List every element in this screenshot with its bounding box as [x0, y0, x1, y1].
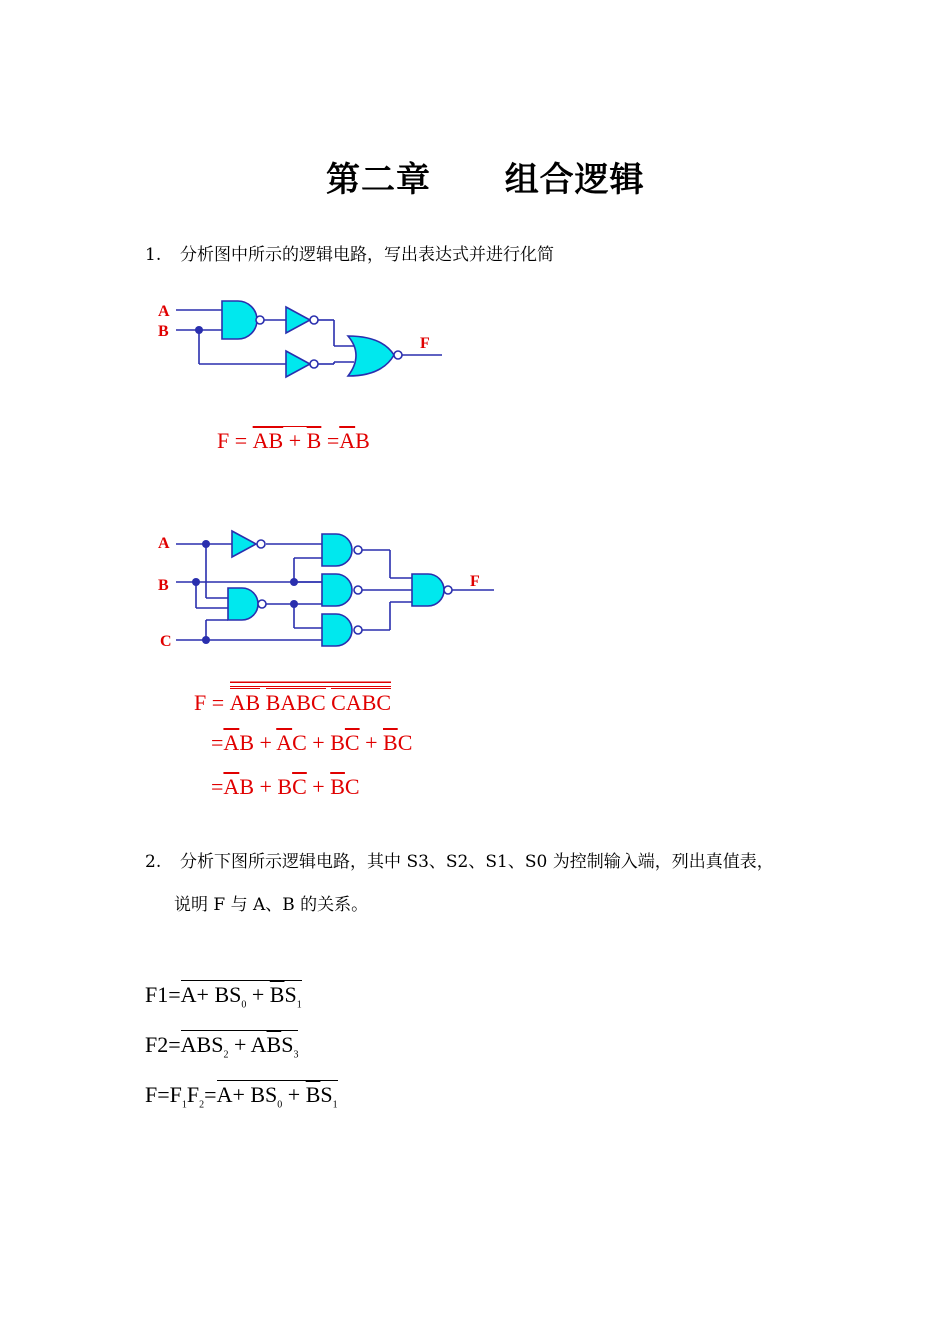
not-gate-upper: [286, 307, 318, 333]
f-sub: 1: [181, 1099, 187, 1111]
eq2-term: B: [330, 730, 345, 755]
f-term: A+ BS: [216, 1082, 278, 1107]
output-f-label: F: [470, 573, 480, 590]
f-sub: 1: [332, 1099, 338, 1111]
eq1-outer-bar: [253, 426, 322, 454]
eq2-term: $\overline{A}$: [223, 774, 240, 799]
nand-gate-top: [322, 534, 362, 566]
nand-gate-mid: [228, 588, 266, 620]
question-2-number: 2.: [145, 852, 162, 872]
eq1-plus: +: [288, 428, 302, 453]
eq2-plus: +: [365, 730, 378, 755]
f-sub: 0: [277, 1099, 283, 1111]
eq2-term: $\overline{A}$: [276, 730, 293, 755]
eq2-term: $\overline{B}$: [383, 730, 398, 755]
eq2-plus: +: [312, 730, 325, 755]
eq1-result-b: B: [355, 428, 370, 453]
eq2-outer-bar: [230, 686, 391, 716]
f-equals: =: [204, 1082, 217, 1107]
eq2-term: B: [277, 774, 293, 799]
f-term: F: [186, 1082, 200, 1107]
nor-gate: [348, 336, 402, 376]
eq1-lhs: F =: [217, 428, 248, 453]
equation-f: [145, 1080, 338, 1110]
f2-sub: 2: [223, 1049, 229, 1061]
eq2-term: C: [397, 730, 413, 755]
f-lhs: F=F: [145, 1082, 182, 1107]
f2-term: $\overline{B}$: [266, 1032, 282, 1057]
junction-dot: [192, 578, 200, 586]
nand-gate-center: [322, 574, 362, 606]
f1-sub: 0: [241, 999, 247, 1011]
f-sub: 2: [199, 1099, 205, 1111]
equation-f1: [145, 980, 302, 1010]
not-gate-lower: [286, 351, 318, 377]
f2-bar: [181, 1030, 299, 1060]
output-f-label: F: [420, 335, 430, 352]
eq2-product-2: BABC: [265, 690, 326, 715]
eq2-term: $\overline{A}$: [223, 730, 240, 755]
eq1-result-a: $\overline{A}$: [339, 428, 356, 453]
equation-2-line-1: [194, 686, 391, 716]
f2-plus: +: [228, 1032, 251, 1057]
question-1: [145, 240, 554, 265]
eq2-term: $\overline{C}$: [292, 774, 307, 799]
question-2-text: 分析下图所示逻辑电路，其中 S3、S2、S1、S0 为控制输入端，列出真值表，: [180, 852, 774, 872]
question-2: [145, 847, 774, 872]
f1-lhs: F1=: [145, 982, 181, 1007]
input-a-label: A: [158, 303, 170, 320]
equation-1: [217, 426, 370, 454]
chapter-label: 第二章: [326, 160, 431, 200]
input-b-label: B: [158, 323, 169, 340]
eq2-equals: =: [211, 730, 224, 755]
not-gate: [232, 531, 265, 557]
eq2-term: B: [239, 730, 254, 755]
eq2-term: $\overline{B}$: [330, 774, 345, 799]
nand-gate: [222, 301, 264, 339]
eq2-plus: +: [259, 730, 272, 755]
f1-plus: +: [246, 982, 270, 1007]
f-term: $\overline{B}$: [305, 1082, 321, 1107]
eq2-equals: =: [211, 774, 224, 799]
input-a-label: A: [158, 535, 170, 552]
f1-term: $\overline{B}$: [269, 982, 285, 1007]
junction-dot: [290, 578, 298, 586]
eq2-plus: +: [312, 774, 325, 799]
f2-lhs: F2=: [145, 1032, 181, 1057]
eq1-term-ab: $\overline{AB}$: [252, 428, 284, 453]
f1-sub: 1: [296, 999, 302, 1011]
nand-gate-output: [412, 574, 452, 606]
eq2-product-1: AB: [229, 690, 261, 715]
eq1-equals: =: [326, 428, 340, 453]
junction-dot: [290, 600, 298, 608]
chapter-topic: 组合逻辑: [504, 160, 645, 200]
input-b-label: B: [158, 577, 169, 594]
equation-f2: [145, 1030, 298, 1060]
logic-circuit-1: [150, 290, 460, 390]
junction-dot: [195, 326, 203, 334]
f2-term: ABS: [180, 1032, 224, 1057]
junction-dot: [202, 636, 210, 644]
f-term: S: [320, 1082, 333, 1107]
eq2-term: $\overline{C}$: [344, 730, 360, 755]
page-title: [326, 152, 645, 201]
f2-term: A: [250, 1032, 267, 1057]
question-1-text: 分析图中所示的逻辑电路，写出表达式并进行化简: [180, 245, 555, 265]
question-2-continued: 说明 F 与 A、B 的关系。: [174, 895, 369, 915]
f1-bar: [181, 980, 302, 1010]
eq2-product-3: CABC: [331, 690, 392, 715]
eq2-lhs: F =: [194, 690, 225, 715]
junction-dot: [202, 540, 210, 548]
logic-circuit-2: [150, 520, 510, 660]
eq2-term: C: [292, 730, 307, 755]
f1-term: S: [284, 982, 297, 1007]
nand-gate-bottom: [322, 614, 362, 646]
f-plus: +: [282, 1082, 306, 1107]
question-1-number: 1.: [145, 245, 162, 265]
f-bar: [217, 1080, 338, 1110]
eq2-term: B: [239, 774, 254, 799]
eq2-term: C: [344, 774, 360, 799]
input-c-label: C: [160, 633, 172, 650]
f1-term: A+ BS: [180, 982, 242, 1007]
eq1-term-b: $\overline{B}$: [306, 428, 322, 453]
equation-2-line-3: [211, 774, 360, 800]
f2-sub: 3: [293, 1049, 299, 1061]
equation-2-line-2: [211, 730, 412, 756]
eq2-plus: +: [259, 774, 272, 799]
f2-term: S: [281, 1032, 294, 1057]
